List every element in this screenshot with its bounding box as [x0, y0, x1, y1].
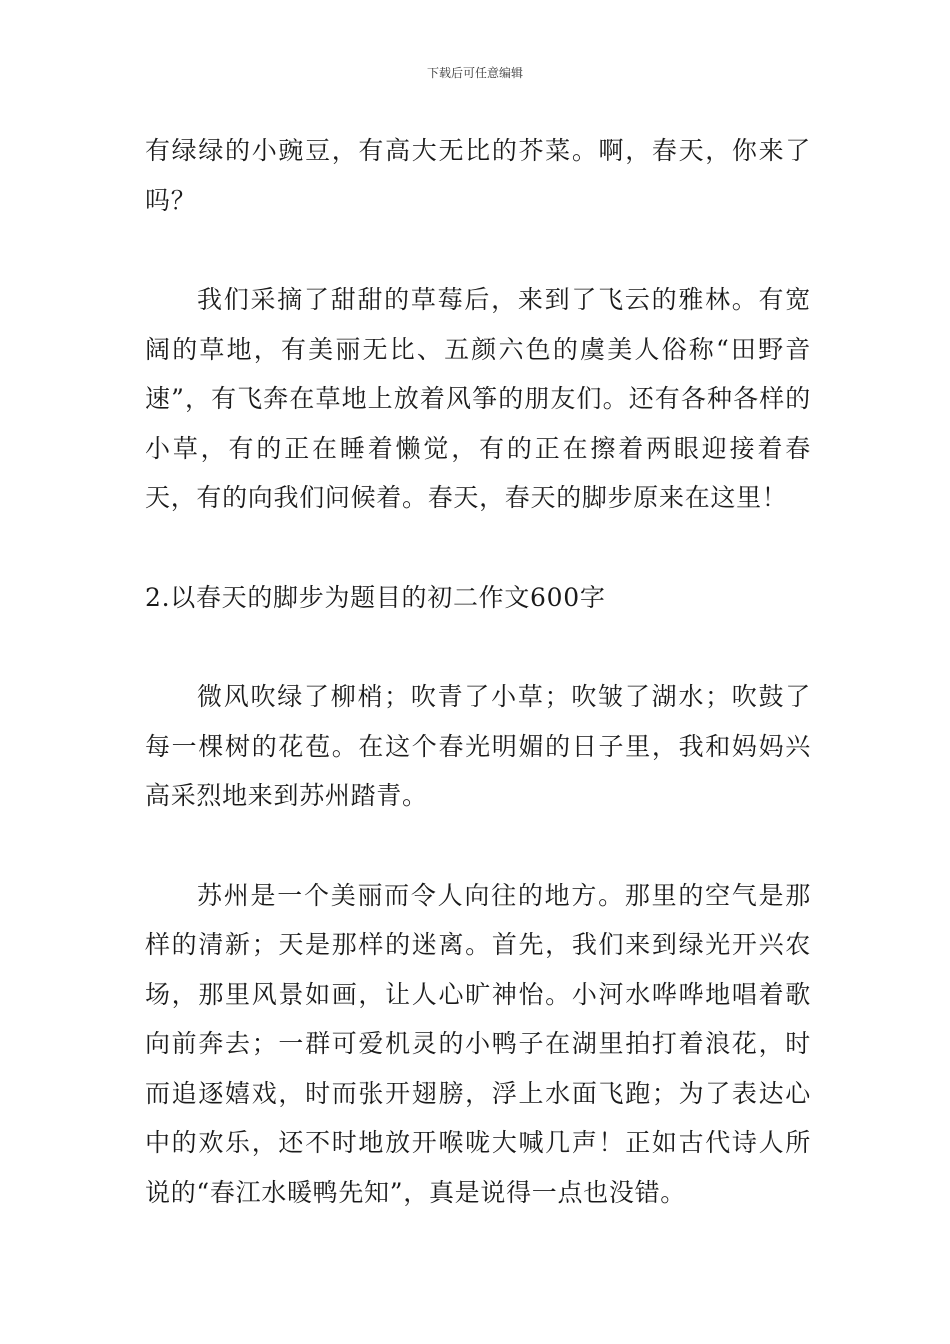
- section-heading: 2.以春天的脚步为题目的初二作文600字: [145, 582, 606, 612]
- paragraph-suzhou: 苏州是一个美丽而令人向往的地方。那里的空气是那样的清新；天是那样的迷离。首先，我们来到绿光开兴农场，那里风景如画，让人心旷神怡。小河水哗哗地唱着歌向前奔去；一群可爱机灵的小鸭子在湖里拍打着浪花，时而追逐嬉戏，时而张开翅膀，浮上水面飞跑；为了表达心中的欢乐，还不时地放开喉咙大喊几声！正如古代诗人所说的“春江水暖鸭先知”，真是说得一点也没错。: [145, 880, 811, 1207]
- paragraph-continuation: 有绿绿的小豌豆，有高大无比的芥菜。啊，春天，你来了吗？: [145, 136, 811, 215]
- paragraph-gap: [145, 225, 811, 275]
- page-header: 下载后可任意编辑: [426, 66, 523, 80]
- document-body: [145, 126, 811, 1217]
- paragraph-strawberry: 我们采摘了甜甜的草莓后，来到了飞云的雅林。有宽阔的草地，有美丽无比、五颜六色的虞美人俗称“田野音速”，有飞奔在草地上放着风筝的朋友们。还有各种各样的小草，有的正在睡着懒觉，有的正在擦着两眼迎接着春天，有的向我们问候着。春天，春天的脚步原来在这里！: [145, 285, 811, 512]
- paragraph-breeze: 微风吹绿了柳梢；吹青了小草；吹皱了湖水；吹鼓了每一棵树的花苞。在这个春光明媚的日子里，我和妈妈兴高采烈地来到苏州踏青。: [145, 682, 811, 810]
- paragraph-gap: [145, 622, 811, 672]
- paragraph-gap: [145, 821, 811, 871]
- paragraph-gap: [145, 523, 811, 573]
